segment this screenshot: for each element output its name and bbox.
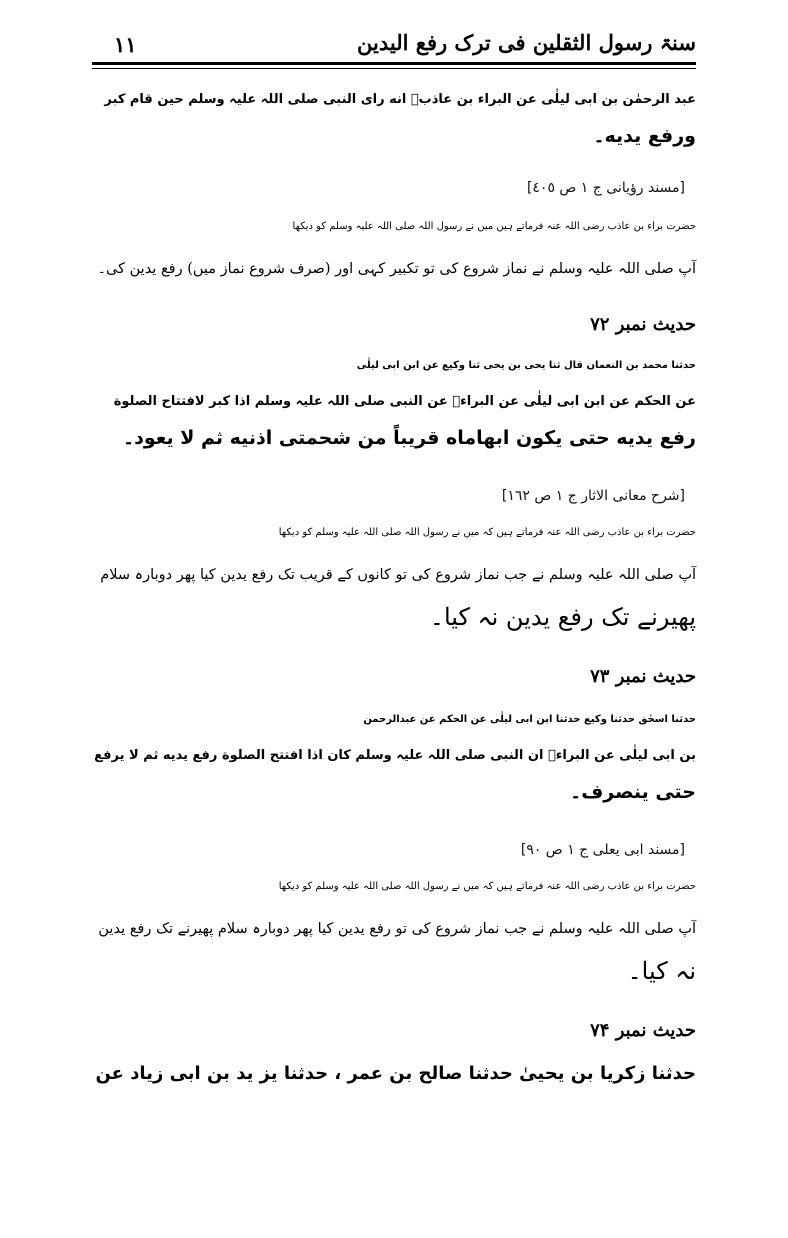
text-line: آپ صلی اللہ علیہ وسلم نے نماز شروع کی تو تکبیر کہی اور (صرف شروع نماز میں) رفع یدین کی۔ [97, 261, 696, 277]
hadith-number-heading-72: حدیث نمبر ۷۲ [590, 314, 696, 335]
hadith-number-heading-73: حدیث نمبر ۷۳ [590, 666, 696, 687]
arabic-hadith-72 [114, 348, 696, 456]
text-line: حضرت براء بن عاذب رضی اللہ عنہ فرماتے ہیں کہ میں نے رسول اللہ صلی اللہ علیہ وسلم کو دیکھا [278, 527, 696, 538]
urdu-translation-2 [100, 512, 696, 638]
text-line: آپ صلی اللہ علیہ وسلم نے جب نماز شروع کی تو کانوں کے قریب تک رفع یدین کیا پھر دوبارہ سلام [100, 567, 696, 583]
text-line: حتی ینصرف۔ [570, 781, 696, 803]
urdu-translation-3 [98, 866, 696, 992]
urdu-translation-1 [98, 206, 696, 290]
arabic-hadith-73 [94, 702, 696, 810]
arabic-hadith-71-tail [104, 82, 696, 154]
arabic-hadith-74 [95, 1056, 696, 1092]
citation-musnad-abi-yala: [مسند ابی یعلی ج ١ ص ٩٠] [520, 842, 685, 858]
header-rule-thick [92, 62, 696, 65]
text-line: ورفع یدیه۔ [593, 125, 696, 147]
text-line: حدثنا محمد بن النعمان قال ثنا یحی بن یحی ثنا وکیع عن ابن ابی لیلٰی [356, 360, 696, 371]
citation-musnad-ruyani: [مسند رؤیانی ج ١ ص ٤٠٥] [526, 180, 685, 196]
citation-sharh-maani-al-athar: [شرح معانی الاثار ج ١ ص ١٦٢] [501, 488, 685, 504]
text-line: عن الحکم عن ابن ابی لیلٰی عن البراءؓ عن النبی صلی اللہ علیہ وسلم اذا کبر لافتتاح الصلوة [113, 394, 696, 409]
text-line: رفع یدیه حتی یکون ابهاماه قریباً من شحمتی اذنیه ثم لا یعود۔ [122, 427, 696, 449]
text-line: نہ کیا۔ [627, 957, 696, 985]
text-line: پھیرنے تک رفع یدین نہ کیا۔ [429, 603, 696, 631]
text-line: حضرت براء بن عاذب رضی اللہ عنہ فرماتے ہیں کہ میں نے رسول اللہ صلی اللہ علیہ وسلم کو دیکھا [278, 881, 696, 892]
page-number: ١١ [114, 32, 137, 57]
text-line: حدثنا زکریا بن یحییٰ حدثنا صالح بن عمر ، حدثنا یز ید بن ابی زیاد عن [95, 1063, 696, 1084]
text-line: حضرت براء بن عاذب رضی اللہ عنہ فرماتے ہیں میں نے رسول اللہ صلی اللہ علیہ وسلم کو دیکھا [292, 221, 696, 232]
text-line: عبد الرحمٰن بن ابی لیلٰی عن البراء بن عاذبؓ انه رای النبی صلی اللہ علیہ وسلم حین قام کبر [104, 92, 696, 107]
page-header [92, 26, 696, 62]
text-line: بن ابی لیلٰی عن البراءؓ ان النبی صلی اللہ علیہ وسلم کان اذا افتتح الصلوة رفع یدیه ثم لا یرفع [94, 748, 696, 763]
hadith-number-heading-74: حدیث نمبر ۷۴ [590, 1020, 696, 1041]
text-line: آپ صلی اللہ علیہ وسلم نے جب نماز شروع کی تو رفع یدین کیا پھر دوبارہ سلام پھیرنے تک رفع یدین [98, 921, 696, 937]
text-line: حدثنا اسحٰق حدثنا وکیع حدثنا ابن ابی لیلٰی عن الحکم عن عبدالرحمن [363, 714, 696, 725]
header-rule-thin [92, 68, 696, 69]
running-title: سنۃ رسول الثقلین فی ترک رفع الیدین [357, 30, 696, 55]
